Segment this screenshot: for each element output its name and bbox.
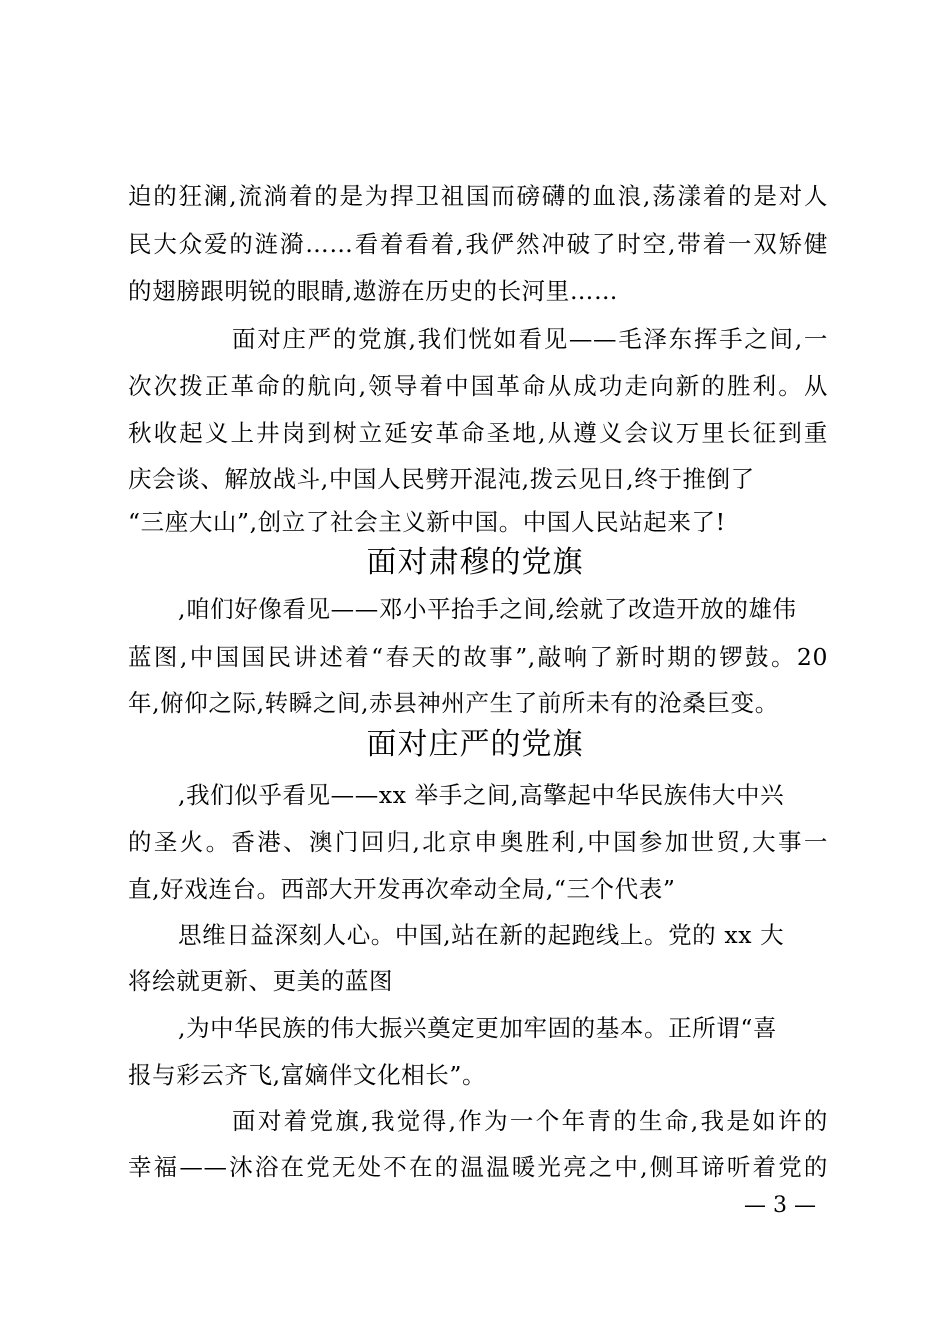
text-line: 报与彩云齐飞,富嫡伴文化相长”。 (128, 1061, 487, 1089)
text-line: 次次拨正革命的航向,领导着中国革命从成功走向新的胜利。从 (128, 372, 828, 400)
text-line: ,咱们好像看见——邓小平抬手之间,绘就了改造开放的雄伟 (178, 595, 797, 623)
text-line: 年,俯仰之际,转瞬之间,赤县神州产生了前所未有的沧桑巨变。 (128, 689, 779, 717)
text-line: ,为中华民族的伟大振兴奠定更加牢固的基本。正所谓“喜 (178, 1014, 778, 1042)
text-line: 将绘就更新、更美的蓝图 (128, 967, 394, 995)
text-line: 民大众爱的涟漪……看着看着,我俨然冲破了时空,带着一双矫健 (128, 230, 828, 258)
text-line: 直,好戏连台。西部大开发再次牵动全局,“三个代表” (128, 875, 676, 903)
text-line: 思维日益深刻人心。中国,站在新的起跑线上。党的 xx 大 (178, 921, 785, 949)
text-line: 面对庄严的党旗,我们恍如看见——毛泽东挥手之间,一 (232, 325, 828, 353)
section-heading: 面对庄严的党旗 (366, 727, 584, 762)
section-heading: 面对肃穆的党旗 (366, 545, 584, 580)
text-line: ,我们似乎看见——xx 举手之间,高擎起中华民族伟大中兴 (178, 781, 785, 809)
page-number: — 3 — (744, 1193, 816, 1218)
text-line: 的圣火。香港、澳门回归,北京申奥胜利,中国参加世贸,大事一 (128, 828, 828, 856)
text-line: 迫的狂澜,流淌着的是为捍卫祖国而磅礴的血浪,荡漾着的是对人 (128, 182, 828, 210)
text-line: 面对着党旗,我觉得,作为一个年青的生命,我是如许的 (232, 1107, 828, 1135)
text-line: 的翅膀跟明锐的眼睛,遨游在历史的长河里…… (128, 277, 619, 305)
text-line: 幸福——沐浴在党无处不在的温温暖光亮之中,侧耳谛听着党的 (128, 1153, 828, 1181)
text-line: “三座大山”,创立了社会主义新中国。中国人民站起来了! (128, 508, 726, 536)
text-line: 蓝图,中国国民讲述着“春天的故事”,敲响了新时期的锣鼓。20 (128, 643, 828, 671)
text-line: 秋收起义上井岗到树立延安革命圣地,从遵义会议万里长征到重 (128, 419, 828, 447)
text-line: 庆会谈、解放战斗,中国人民劈开混沌,拨云见日,终于推倒了 (128, 465, 755, 493)
